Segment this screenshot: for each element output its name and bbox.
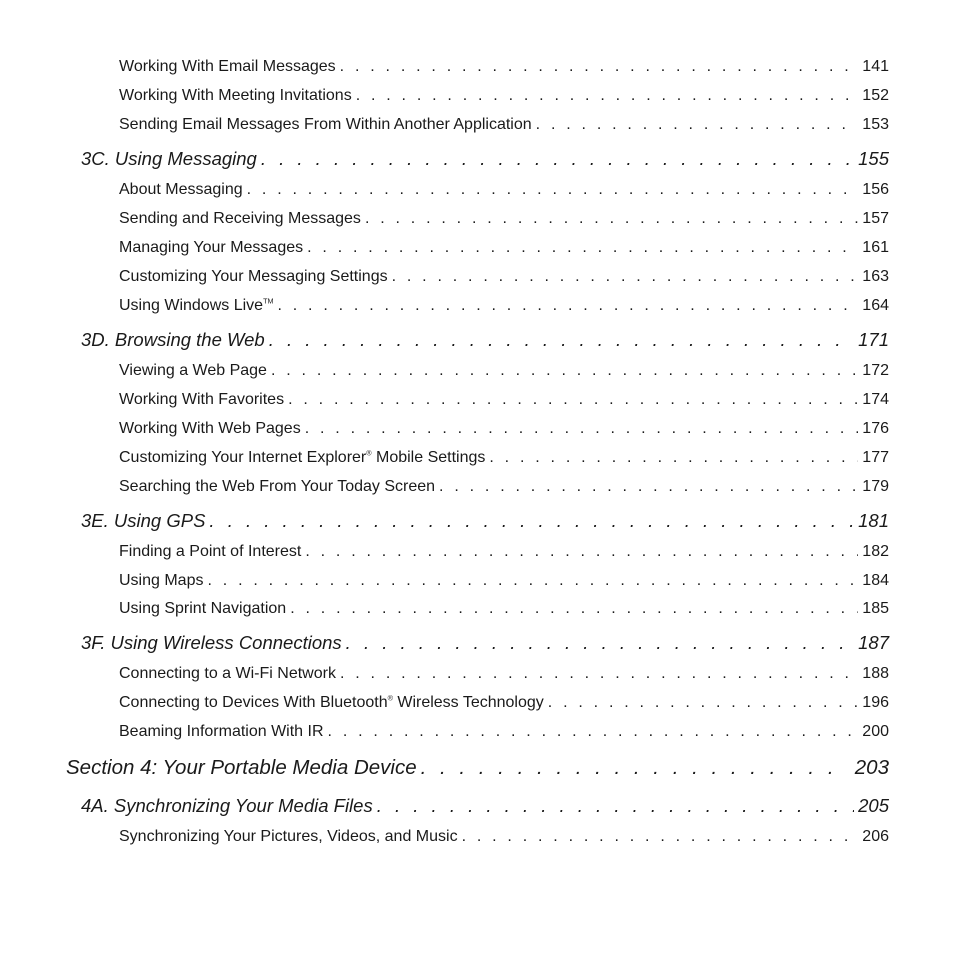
toc-entry-managing-your-messages[interactable] bbox=[119, 239, 889, 257]
toc-entry-page: 161 bbox=[862, 239, 889, 256]
toc-entry-viewing-a-web-page[interactable] bbox=[119, 362, 889, 380]
toc-entry-about-messaging[interactable] bbox=[119, 181, 889, 199]
toc-entry-title: Viewing a Web Page bbox=[119, 362, 267, 379]
toc-entry-sending-email-from-another-app[interactable] bbox=[119, 116, 889, 134]
dot-leader bbox=[271, 362, 858, 380]
dot-leader bbox=[356, 87, 859, 105]
toc-entry-working-with-email-messages[interactable] bbox=[119, 58, 889, 76]
dot-leader bbox=[328, 723, 859, 741]
dot-leader bbox=[290, 600, 858, 618]
toc-entry-customizing-internet-explorer[interactable] bbox=[119, 449, 889, 467]
toc-entry-customizing-messaging-settings[interactable] bbox=[119, 268, 889, 286]
dot-leader bbox=[365, 210, 858, 228]
dot-leader bbox=[269, 329, 854, 351]
toc-entry-page: 182 bbox=[862, 543, 889, 560]
toc-entry-page: 172 bbox=[862, 362, 889, 379]
toc-entry-title: About Messaging bbox=[119, 181, 243, 198]
dot-leader bbox=[462, 828, 859, 846]
toc-chapter-title: 4A. Synchronizing Your Media Files bbox=[81, 795, 373, 816]
dot-leader bbox=[392, 268, 859, 286]
toc-entry-title: Synchronizing Your Pictures, Videos, and Music bbox=[119, 828, 458, 845]
dot-leader bbox=[247, 181, 859, 199]
toc-chapter-3e-using-gps[interactable] bbox=[81, 510, 889, 532]
toc-entry-synchronizing-pictures-videos-music[interactable] bbox=[119, 828, 889, 846]
toc-entry-working-with-favorites[interactable] bbox=[119, 391, 889, 409]
toc-entry-page: 152 bbox=[862, 87, 889, 104]
dot-leader bbox=[421, 756, 837, 780]
toc-entry-page: 188 bbox=[862, 665, 889, 682]
toc-entry-title: Sending and Receiving Messages bbox=[119, 210, 361, 227]
toc-entry-sending-and-receiving-messages[interactable] bbox=[119, 210, 889, 228]
toc-entry-title: Sending Email Messages From Within Another Application bbox=[119, 116, 532, 133]
toc-entry-title-tail: Wireless Technology bbox=[392, 694, 544, 711]
toc-entry-finding-a-point-of-interest[interactable] bbox=[119, 543, 889, 561]
toc-entry-page: 206 bbox=[862, 828, 889, 845]
toc-entry-title bbox=[119, 449, 485, 467]
toc-entry-page: 156 bbox=[862, 181, 889, 198]
toc-entry-page: 177 bbox=[862, 449, 889, 466]
toc-entry-title: Beaming Information With IR bbox=[119, 723, 324, 740]
toc-entry-page: 163 bbox=[862, 268, 889, 285]
toc-chapter-title: 3C. Using Messaging bbox=[81, 148, 257, 169]
toc-entry-using-windows-live[interactable] bbox=[119, 297, 889, 315]
toc-entry-page: 184 bbox=[862, 572, 889, 589]
toc-entry-searching-the-web[interactable] bbox=[119, 478, 889, 496]
dot-leader bbox=[346, 632, 854, 654]
toc-entry-page: 157 bbox=[862, 210, 889, 227]
toc-entry-title: Working With Email Messages bbox=[119, 58, 336, 75]
dot-leader bbox=[209, 510, 854, 532]
toc-chapter-title: 3E. Using GPS bbox=[81, 510, 206, 531]
toc-chapter-page: 205 bbox=[858, 795, 889, 816]
toc-entry-page: 200 bbox=[862, 723, 889, 740]
toc-entry-connecting-bluetooth[interactable] bbox=[119, 694, 889, 712]
toc-chapter-title: 3F. Using Wireless Connections bbox=[81, 632, 342, 653]
registered-mark: ® bbox=[366, 448, 372, 458]
toc-chapter-4a-synchronizing-media-files[interactable] bbox=[81, 795, 889, 817]
toc-entry-using-sprint-navigation[interactable] bbox=[119, 600, 889, 618]
toc-entry-title-text: Using Windows Live bbox=[119, 297, 264, 314]
toc-chapter-3d-browsing-the-web[interactable] bbox=[81, 329, 889, 351]
toc-entry-working-with-web-pages[interactable] bbox=[119, 420, 889, 438]
registered-mark: ® bbox=[387, 693, 393, 703]
dot-leader bbox=[261, 148, 854, 170]
trademark-mark: TM bbox=[263, 296, 274, 306]
toc-entry-page: 141 bbox=[862, 58, 889, 75]
toc-chapter-page: 187 bbox=[858, 632, 889, 653]
toc-entry-beaming-information-with-ir[interactable] bbox=[119, 723, 889, 741]
dot-leader bbox=[277, 297, 858, 315]
dot-leader bbox=[207, 572, 858, 590]
toc-entry-title: Customizing Your Messaging Settings bbox=[119, 268, 388, 285]
toc-entry-title: Working With Favorites bbox=[119, 391, 285, 408]
dot-leader bbox=[489, 449, 858, 467]
dot-leader bbox=[307, 239, 858, 257]
toc-chapter-3c-using-messaging[interactable] bbox=[81, 148, 889, 170]
toc-chapter-page: 171 bbox=[858, 329, 889, 350]
dot-leader bbox=[340, 58, 859, 76]
toc-entry-connecting-to-wifi[interactable] bbox=[119, 665, 889, 683]
toc-entry-title bbox=[119, 297, 273, 315]
toc-entry-title: Finding a Point of Interest bbox=[119, 543, 302, 560]
dot-leader bbox=[377, 795, 854, 817]
toc-section-title: Section 4: Your Portable Media Device bbox=[66, 756, 417, 779]
toc-entry-title: Connecting to a Wi-Fi Network bbox=[119, 665, 336, 682]
toc-section-page: 203 bbox=[854, 756, 889, 779]
toc-entry-page: 179 bbox=[862, 478, 889, 495]
dot-leader bbox=[536, 116, 859, 134]
toc-entry-title: Working With Web Pages bbox=[119, 420, 301, 437]
toc-entry-title: Searching the Web From Your Today Screen bbox=[119, 478, 436, 495]
toc-entry-title: Using Maps bbox=[119, 572, 204, 589]
dot-leader bbox=[305, 420, 859, 438]
toc-entry-title: Using Sprint Navigation bbox=[119, 600, 287, 617]
toc-entry-using-maps[interactable] bbox=[119, 572, 889, 590]
toc-entry-title: Working With Meeting Invitations bbox=[119, 87, 352, 104]
toc-chapter-page: 155 bbox=[858, 148, 889, 169]
toc-chapter-page: 181 bbox=[858, 510, 889, 531]
toc-entry-page: 153 bbox=[862, 116, 889, 133]
toc-entry-page: 196 bbox=[862, 694, 889, 711]
toc-entry-page: 174 bbox=[862, 391, 889, 408]
toc-entry-title-text: Connecting to Devices With Bluetooth bbox=[119, 694, 388, 711]
toc-chapter-title: 3D. Browsing the Web bbox=[81, 329, 265, 350]
toc-chapter-3f-using-wireless-connections[interactable] bbox=[81, 632, 889, 654]
toc-entry-page: 176 bbox=[862, 420, 889, 437]
dot-leader bbox=[548, 694, 859, 712]
toc-entry-title bbox=[119, 694, 544, 712]
toc-entry-page: 164 bbox=[862, 297, 889, 314]
toc-entry-title: Managing Your Messages bbox=[119, 239, 304, 256]
dot-leader bbox=[305, 543, 858, 561]
toc-entry-title-text: Customizing Your Internet Explorer bbox=[119, 449, 367, 466]
dot-leader bbox=[288, 391, 858, 409]
dot-leader bbox=[439, 478, 858, 496]
toc-entry-title-tail: Mobile Settings bbox=[371, 449, 486, 466]
toc-entry-page: 185 bbox=[862, 600, 889, 617]
toc-section-4-portable-media-device[interactable] bbox=[66, 756, 889, 780]
dot-leader bbox=[340, 665, 858, 683]
toc-entry-working-with-meeting-invitations[interactable] bbox=[119, 87, 889, 105]
